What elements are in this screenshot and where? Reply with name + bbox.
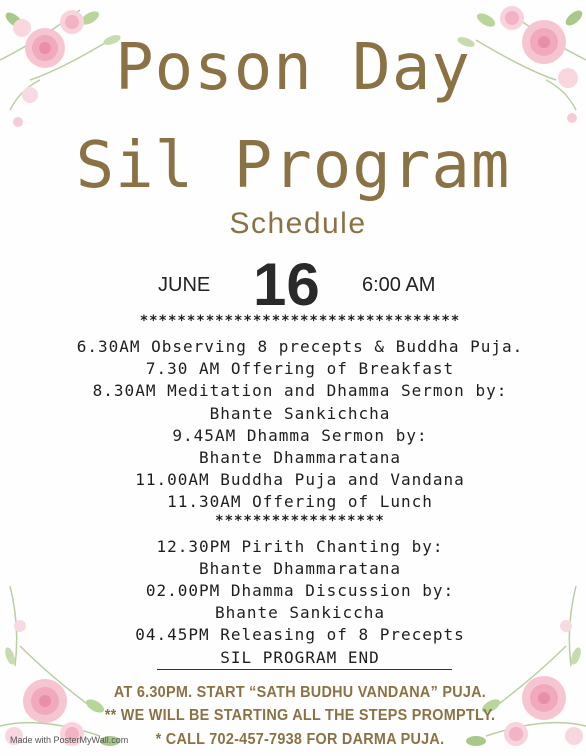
end-underline [157, 669, 452, 670]
schedule-item: 12.30PM Pirith Chanting by: [156, 537, 444, 556]
notice-contact-phone: * CALL 702-457-7938 FOR DARMA PUJA. [155, 731, 445, 748]
schedule-item: 7.30 AM Offering of Breakfast [145, 359, 455, 378]
schedule-item-speaker: Bhante Sankichcha [209, 404, 391, 423]
schedule-item: 8.30AM Meditation and Dhamma Sermon by: [92, 381, 508, 400]
date-day: 16 [253, 251, 320, 318]
title-line-2: Sil Program [75, 129, 511, 203]
schedule-item-speaker: Bhante Dhammaratana [198, 448, 402, 467]
schedule-item: 9.45AM Dhamma Sermon by: [172, 426, 428, 445]
date-month: JUNE [158, 274, 211, 296]
schedule-item: 02.00PM Dhamma Discussion by: [145, 581, 455, 600]
schedule-item-speaker: Bhante Dhammaratana [198, 559, 402, 578]
divider-middle: ****************** [215, 513, 385, 529]
program-end-label: SIL PROGRAM END [220, 648, 380, 667]
schedule-item: 11.00AM Buddha Puja and Vandana [135, 470, 465, 489]
schedule-item-speaker: Bhante Sankiccha [214, 603, 386, 622]
start-time: 6:00 AM [362, 274, 436, 296]
schedule-heading: Schedule [229, 207, 367, 240]
divider-top: ********************************** [139, 313, 461, 329]
watermark: Made with PosterMyWall.com [10, 735, 129, 745]
schedule-item: 11.30AM Offering of Lunch [167, 492, 433, 511]
title-line-1: Poson Day [115, 31, 471, 105]
date-row [0, 252, 586, 322]
schedule-item: 04.45PM Releasing of 8 Precepts [135, 625, 465, 644]
notice-prompt-start: ** WE WILL BE STARTING ALL THE STEPS PROMPTLY. [104, 707, 496, 724]
schedule-item: 6.30AM Observing 8 precepts & Buddha Puja. [76, 337, 524, 356]
notice-evening-puja: AT 6.30PM. START “SATH BUDHU VANDANA” PUJA. [113, 684, 487, 701]
